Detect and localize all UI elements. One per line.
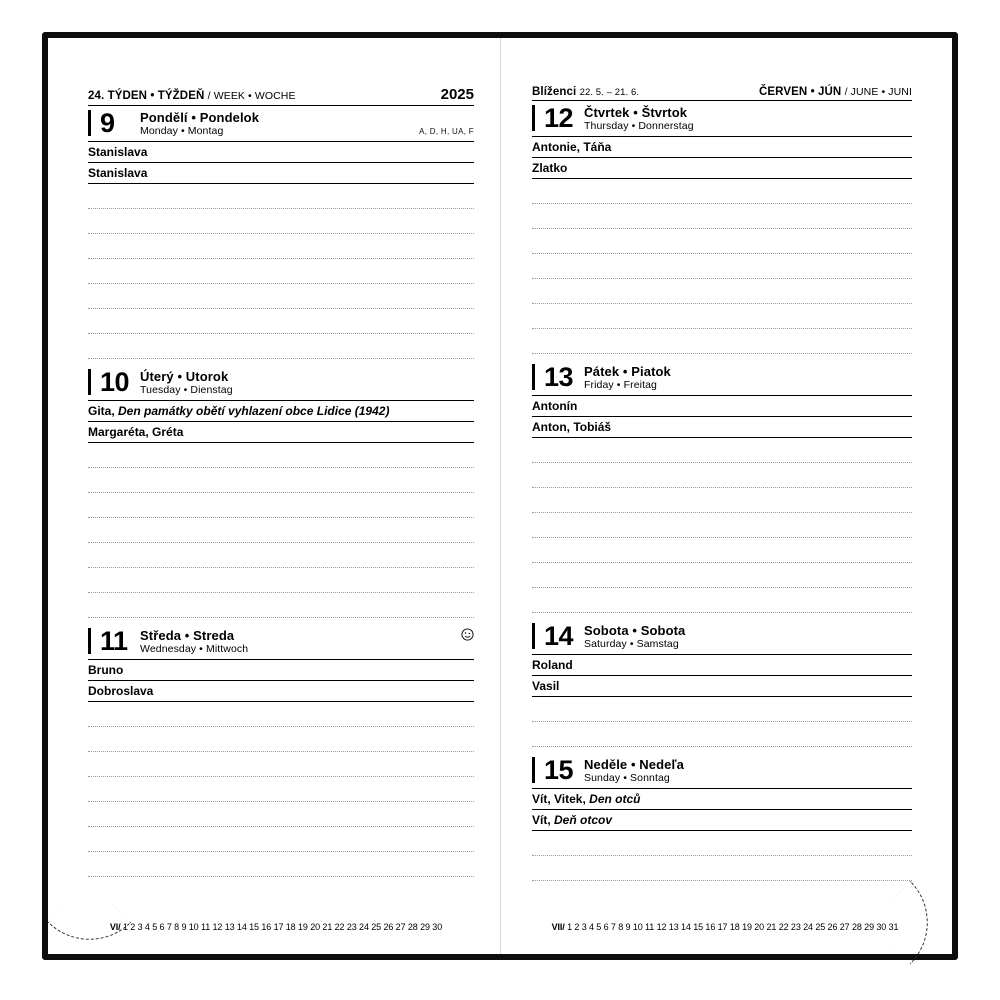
note-line[interactable] [88,777,474,802]
day-block [532,619,912,747]
note-line[interactable] [88,184,474,209]
day-number: 13 [544,362,574,392]
footer-day-numbers: 1 2 3 4 5 6 7 8 9 10 11 12 13 14 15 16 17 18 19 20 21 22 23 24 25 26 27 28 29 30 [123,922,443,932]
day-header [532,360,912,396]
note-line[interactable] [532,722,912,747]
note-line[interactable] [532,304,912,329]
day-header [88,106,474,142]
note-line[interactable] [88,802,474,827]
note-line[interactable] [532,463,912,488]
day-number: 11 [100,626,128,656]
nameday-sk: Margaréta, Gréta [88,422,474,443]
week-label [88,90,296,102]
day-accent-bar [88,628,91,654]
day-number-group [88,369,140,395]
right-page [500,42,948,950]
day-name-group [584,364,912,392]
footer-month-roman: VI/ [109,922,121,932]
day-number-group [88,110,140,136]
day-accent-bar [532,757,535,783]
day-name-main: Sobota • Sobota [584,623,686,638]
day-header [532,753,912,789]
nameday-cz-event: Den otců [589,792,641,806]
day-block [532,101,912,354]
nameday-cz: Bruno [88,660,474,681]
note-line[interactable] [532,588,912,613]
nameday-sk-event: Deň otcov [554,813,613,827]
note-line[interactable] [532,563,912,588]
day-name-sub: Sunday • Sonntag [584,772,670,784]
nameday-sk: Zlatko [532,158,912,179]
nameday-sk [532,810,912,831]
nameday-sk: Stanislava [88,163,474,184]
day-number: 9 [100,108,115,138]
nameday-sk-names: Vít, [532,813,551,827]
nameday-cz: Antonie, Táňa [532,137,912,158]
nameday-cz-names: Vít, Vitek, [532,792,586,806]
note-line[interactable] [532,204,912,229]
note-line[interactable] [532,438,912,463]
footer-month-roman: VII/ [551,922,565,932]
day-name-main: Pondělí • Pondelok [140,110,260,125]
day-block [88,106,474,359]
day-name-main: Neděle • Nedeľa [584,757,684,772]
note-line[interactable] [88,309,474,334]
footer-day-numbers: 1 2 3 4 5 6 7 8 9 10 11 12 13 14 15 16 17 18 19 20 21 22 23 24 25 26 27 28 29 30 31 [567,922,899,932]
note-line[interactable] [88,852,474,877]
day-name-sub: Saturday • Samstag [584,638,679,650]
planner-spread [42,32,958,960]
month-label-strong: ČERVEN • JÚN [758,86,842,98]
note-line[interactable] [532,488,912,513]
note-line[interactable] [88,443,474,468]
day-name-sub: Thursday • Donnerstag [584,120,694,132]
day-accent-bar [532,364,535,390]
nameday-cz: Roland [532,655,912,676]
note-line[interactable] [88,493,474,518]
note-line[interactable] [88,234,474,259]
note-line[interactable] [88,284,474,309]
day-name-sub: Friday • Freitag [584,379,657,391]
note-line[interactable] [88,334,474,359]
note-line[interactable] [88,752,474,777]
note-line[interactable] [88,568,474,593]
day-number: 10 [100,367,130,397]
nameday-cz-event: Den památky obětí vyhlazení obce Lidice (1942) [118,404,390,418]
note-line[interactable] [88,727,474,752]
note-line[interactable] [88,593,474,618]
month-label [759,86,912,98]
note-line[interactable] [532,538,912,563]
note-line[interactable] [88,518,474,543]
nameday-sk: Anton, Tobiáš [532,417,912,438]
note-line[interactable] [532,329,912,354]
note-line[interactable] [532,513,912,538]
full-moon-icon [461,628,474,643]
planner-pages [48,38,952,954]
nameday-cz: Antonín [532,396,912,417]
note-line[interactable] [532,831,912,856]
day-country-note: A, D, H, UA, F [419,127,474,136]
zodiac-name: Blíženci [532,86,577,98]
left-page-header [88,86,474,106]
day-number-group [532,623,584,649]
note-line[interactable] [532,229,912,254]
week-label-thin: / WEEK • WOCHE [207,90,296,102]
day-number-group [88,628,140,654]
day-number-group [532,105,584,131]
left-footer-month-strip [88,922,464,932]
zodiac-dates: 22. 5. – 21. 6. [579,87,640,98]
right-footer-month-strip [532,922,918,932]
day-accent-bar [532,623,535,649]
day-number-group [532,364,584,390]
day-name-group [140,110,419,138]
day-number: 14 [544,621,574,651]
day-name-group [140,369,474,397]
day-block [532,753,912,881]
note-line[interactable] [88,827,474,852]
day-accent-bar [532,105,535,131]
day-name-main: Pátek • Piatok [584,364,671,379]
note-line[interactable] [88,543,474,568]
zodiac-label [532,86,639,98]
day-header [88,365,474,401]
day-name-sub: Tuesday • Dienstag [140,384,233,396]
note-line[interactable] [532,279,912,304]
day-name-main: Úterý • Utorok [140,369,229,384]
note-line[interactable] [532,856,912,881]
nameday-cz [532,789,912,810]
day-number: 15 [544,755,574,785]
note-line[interactable] [88,209,474,234]
nameday-sk: Dobroslava [88,681,474,702]
day-name-sub: Wednesday • Mittwoch [140,643,249,655]
day-accent-bar [88,369,91,395]
day-accent-bar [88,110,91,136]
nameday-cz: Stanislava [88,142,474,163]
note-line[interactable] [88,468,474,493]
month-label-thin: / JUNE • JUNI [844,86,912,98]
day-number-group [532,757,584,783]
page-curl-right-icon [869,881,952,964]
day-block [532,360,912,613]
nameday-cz [88,401,474,422]
year-label: 2025 [440,86,474,103]
nameday-cz-names: Gita, [88,404,115,418]
day-number: 12 [544,103,574,133]
day-name-group [140,628,461,656]
day-name-main: Čtvrtek • Štvrtok [584,105,688,120]
left-page [52,42,500,950]
note-line[interactable] [532,254,912,279]
page-curl-left-icon [48,881,131,964]
day-block [88,624,474,877]
day-block [88,365,474,618]
right-page-header [532,86,912,101]
note-line[interactable] [532,697,912,722]
day-name-group [584,105,912,133]
day-header [532,101,912,137]
day-header [88,624,474,660]
day-name-sub: Monday • Montag [140,125,224,137]
day-name-group [584,757,912,785]
note-line[interactable] [88,702,474,727]
note-line[interactable] [532,179,912,204]
day-header [532,619,912,655]
week-label-strong: 24. TÝDEN • TÝŽDEŇ [88,90,205,102]
note-line[interactable] [88,259,474,284]
day-name-main: Středa • Streda [140,628,235,643]
nameday-sk: Vasil [532,676,912,697]
day-name-group [584,623,912,651]
